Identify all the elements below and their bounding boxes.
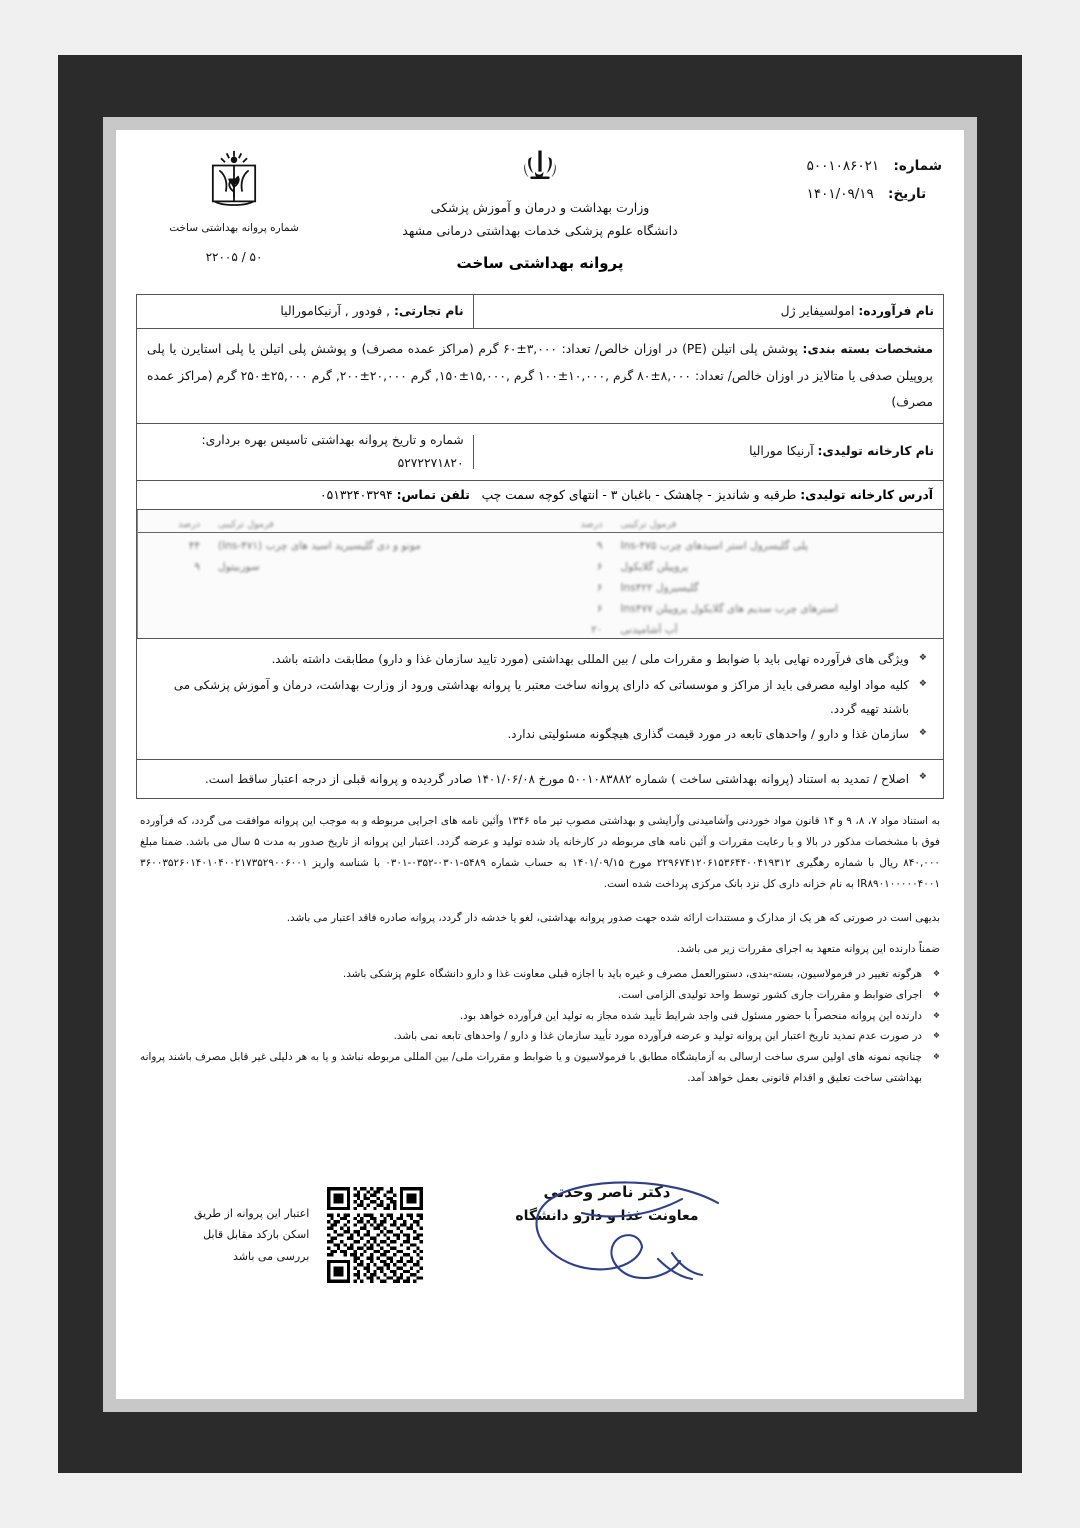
iran-emblem-icon — [514, 144, 566, 196]
packaging-cell — [137, 329, 943, 422]
university-emblem-icon — [201, 146, 267, 216]
ingredient-row — [541, 617, 944, 638]
ingredient-percent: ۹ — [596, 540, 603, 553]
address-label: آدرس کارخانه تولیدی: — [800, 488, 933, 503]
ingredients-table — [137, 510, 943, 639]
header-right — [144, 146, 324, 264]
signer-name: دکتر ناصر وحدتی — [543, 1183, 671, 1201]
amendment-item: ❖ اصلاح / تمدید به استناد (پروانه بهداشتی ساخت ) شماره ۵۰۰۱۰۸۳۸۸۲ مورخ ۱۴۰۱/۰۶/۰۸ صادر گردیده و پروانه قبلی از درجه اعتبار ساقط است. — [151, 768, 929, 790]
note-item: ❖ سازمان غذا و دارو / واحدهای تابعه در مورد قیمت گذاری هیچگونه مسئولیتی ندارد. — [151, 723, 929, 747]
signature-block — [482, 1183, 732, 1224]
notes-block — [137, 639, 943, 759]
ingredient-name: پلی گلیسرول استر اسیدهای چرب Ins-۴۷۵ — [620, 540, 808, 553]
rule-item: ❖ چنانچه نمونه های اولین سری ساخت ارسالی به آزمایشگاه مطابق با فرمولاسیون و یا ضوابط و مقررات ملی/ بین المللی مربوطه نباشد و یا به هر دلیلی غیر قابل مصرف باشند پروانه بهداشتی ساخت تعلیق و اقدام قانونی بعمل خواهد آمد. — [140, 1047, 940, 1089]
qr-note-line-3: بررسی می باشد — [233, 1249, 310, 1263]
page-title: پروانه بهداشتی ساخت — [456, 254, 624, 272]
qr-code[interactable] — [327, 1187, 423, 1283]
packaging-label: مشخصات بسته بندی: — [802, 342, 933, 357]
product-value: امولسیفایر ژل — [780, 304, 855, 318]
trade-label: نام تجارتی: — [393, 304, 464, 318]
qr-section — [194, 1187, 423, 1283]
header-date-label: تاریخ: — [888, 186, 927, 202]
ingredient-name: آب آشامیدنی — [620, 624, 678, 637]
factory-name-cell — [473, 435, 943, 468]
rule-item: ❖ هرگونه تغییر در فرمولاسیون، بسته-بندی، دستورالعمل مصرف و غیره باید با اجازه قبلی معاونت غذا و دارو دانشگاه علوم پزشکی باشد. — [140, 964, 940, 985]
rule-item: ❖ در صورت عدم تمدید تاریخ اعتبار این پروانه تولید و عرضه فرآورده مورد تأیید سازمان غذا و دارو / واحدهای تابعه نمی باشد. — [140, 1026, 940, 1047]
ingredient-row — [541, 596, 944, 617]
establishment-value: ۵۲۷۲۲۷۱۸۲۰ — [397, 456, 464, 471]
signer-role: معاونت غذا و دارو دانشگاه — [515, 1208, 699, 1224]
ingredient-name: گلیسیرول Ins۴۲۲ — [620, 582, 699, 595]
ministry-line: وزارت بهداشت و درمان و آموزش پزشکی — [430, 200, 650, 215]
note-item: ❖ کلیه مواد اولیه مصرفی باید از مراکز و موسساتی که دارای پروانه ساخت معتبر یا پروانه بهداشتی ورود از وزارت بهداشت، درمان و آموزش پزشکی می باشند تهیه گردد. — [151, 674, 929, 721]
ingredient-percent: ۶ — [596, 582, 603, 595]
rules-list — [140, 964, 940, 1089]
ingredient-row — [541, 533, 944, 554]
university-line: دانشگاه علوم پزشکی خدمات بهداشتی درمانی مشهد — [402, 223, 678, 238]
amendment-block — [137, 760, 943, 799]
ingredients-left-percent-header: درصد — [580, 518, 603, 530]
rule-item: ❖ دارنده این پروانه منحصراً با حضور مسئول فنی واجد شرایط تأیید شده مجاز به تولید این فرآورده خواهد بود. — [140, 1006, 940, 1027]
ingredient-percent: ۹ — [194, 561, 200, 574]
address-row — [137, 481, 943, 510]
ingredient-percent: ۲۰ — [591, 624, 603, 637]
ingredient-name: سوربیتول — [218, 561, 260, 574]
header-number-label: شماره: — [893, 158, 942, 174]
ingredient-row — [138, 554, 541, 575]
ingredients-right-percent-header: درصد — [178, 518, 200, 530]
legal-paragraph-3: ضمناً دارنده این پروانه متعهد به اجرای مقررات زیر می باشد. — [676, 943, 940, 956]
qr-note — [194, 1203, 309, 1267]
ingredient-row — [541, 575, 944, 596]
ingredient-name: پروپیلن گلایکول — [620, 561, 689, 574]
legal-paragraph-1: به استناد مواد ۷، ۸، ۹ و ۱۴ قانون مواد خوردنی وآشامیدنی وآرایشی و بهداشتی مصوب تیر ماه ۱۳۴۶ وآئین نامه های اجرایی مربوطه و به موجب این پروانه موافقت می گردد، که فرآورده فوق با مشخصات مذکور در بالا و با رعایت مقررات و آئین نامه های مربوطه در کارخانه یاد شده تولید و عرضه گردد. اعتبار این پروانه از تاریخ صدور به مدت ۵ سال می باشد. ضمنا مبلغ ۸۴۰,۰۰۰ ریال با شماره رهگیری ۲۲۹۶۷۴۱۲۰۶۱۵۳۶۴۴۰۰۴۱۹۳۱۲ مورخ ۱۴۰۱/۰۹/۱۵ به حساب شماره ۵۴۸۹-۰۳۰۱-۰۳۵۲-۰۳۰۱ با شناسه واریز ۳۶۰۰۳۵۲۶۰۱۴۰۱۰۴۰۰۲۱۷۳۵۲۹۰۰۶۰۰۱ IR۸۹۰۱۰۰۰۰۰۴۰۰۱ به نام خزانه داری کل نزد بانک مرکزی پرداخت شده است. — [140, 815, 941, 890]
document-frame — [58, 55, 1022, 1473]
ingredient-row — [138, 533, 541, 554]
phone-value: ۰۵۱۳۲۴۰۳۲۹۴ — [320, 488, 393, 503]
ingredient-percent: ۴۴ — [188, 540, 200, 553]
factory-row — [137, 424, 943, 482]
factory-label: نام کارخانه تولیدی: — [817, 444, 934, 459]
header-date-value: ۱۴۰۱/۰۹/۱۹ — [806, 186, 874, 202]
ingredients-right-header — [138, 510, 541, 533]
ingredient-percent: ۶ — [596, 603, 603, 616]
address-value: طرقبه و شاندیز - چاهشک - باغبان ۳ - انتهای کوچه سمت چپ — [481, 488, 797, 503]
page-footer — [116, 1173, 964, 1343]
ingredients-left-header — [541, 510, 944, 533]
ingredient-name: مونو و دی گلیسیرید اسید های چرب (Ins-۴۷۱) — [218, 540, 421, 553]
ingredients-right-column — [137, 510, 541, 638]
qr-note-line-1: اعتبار این پروانه از طریق — [194, 1206, 310, 1220]
permit-number-caption: شماره پروانه بهداشتی ساخت — [169, 222, 299, 234]
phone-label: تلفن تماس: — [396, 488, 470, 503]
product-label: نام فرآورده: — [858, 304, 934, 318]
page-header — [116, 130, 964, 290]
trade-name-cell — [137, 295, 473, 328]
ingredient-name: استرهای چرب سدیم های گلایکول پروپیلن Ins۴۷۷ — [620, 603, 839, 616]
certificate-table — [136, 294, 944, 799]
ingredient-percent: ۶ — [596, 561, 603, 574]
ingredient-row — [541, 554, 944, 575]
product-row — [137, 295, 943, 329]
certificate-page — [116, 130, 964, 1399]
ingredients-left-name-header: فرمول ترکیبی — [620, 518, 677, 530]
packaging-value: پوشش پلی اتیلن (PE) در اوزان خالص/ تعداد: ۳,۰۰۰±۶۰ گرم (مراکز عمده مصرف) و پوشش پلی اتیلن یا پلی استایرن یا پلی پروپیلن صدفی یا متالایز در اوزان خالص/ تعداد: ۸,۰۰۰±۸۰ گرم ,۱۰,۰۰۰±۱۰۰ گرم ,۱۵,۰۰۰±۱۵۰, گرم ۲۰,۰۰۰±۲۰۰, گرم ۲۵,۰۰۰±۲۵۰ گرم (مراکز عمده مصرف) — [147, 342, 933, 410]
product-name-cell — [473, 295, 943, 328]
packaging-row — [137, 329, 943, 423]
document-mat — [103, 117, 977, 1412]
establishment-permit-cell — [137, 424, 473, 481]
rule-item: ❖ اجرای ضوابط و مقررات جاری کشور توسط واحد تولیدی الزامی است. — [140, 985, 940, 1006]
permit-number-value: ۵۰ / ۲۲۰۰۵ — [205, 250, 263, 264]
header-number-value: ۵۰۰۱۰۸۶۰۲۱ — [806, 158, 880, 174]
ingredients-right-name-header: فرمول ترکیبی — [218, 518, 274, 530]
qr-note-line-2: اسکن بارکد مقابل قابل — [203, 1228, 310, 1242]
note-item: ❖ ویژگی های فرآورده نهایی باید با ضوابط و مقررات ملی / بین المللی بهداشتی (مورد تایید سازمان غذا و دارو) مطابقت داشته باشد. — [151, 648, 929, 672]
address-cell — [310, 482, 943, 508]
factory-value: آرنیکا مورالیا — [749, 444, 814, 459]
handwritten-signature — [522, 1161, 752, 1301]
establishment-label: شماره و تاریخ پروانه بهداشتی تاسیس بهره برداری: — [201, 432, 464, 447]
trade-value: , فودور , آرنیکاموراليا — [280, 304, 391, 318]
ingredients-left-column — [541, 510, 944, 638]
legal-paragraph-2: بدیهی است در صورتی که هر یک از مدارک و مستندات ارائه شده جهت صدور پروانه بهداشتی، لغو یا خدشه دار گردد، پروانه صادره فاقد اعتبار می باشد. — [286, 912, 940, 925]
